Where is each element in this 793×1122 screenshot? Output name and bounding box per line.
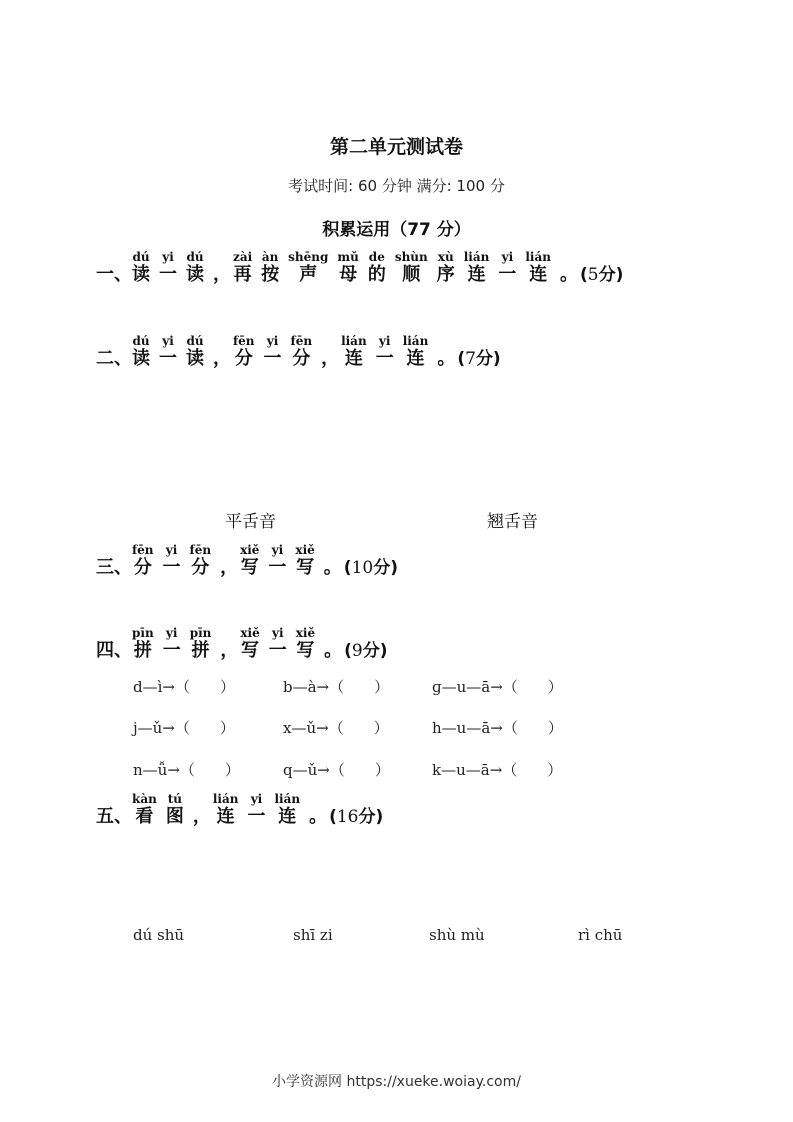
- category-retroflex: 翘舌音: [487, 512, 538, 532]
- hanzi: 按: [261, 264, 280, 285]
- pinyin: yi: [165, 626, 178, 640]
- hanzi: 一: [268, 557, 287, 578]
- pinyin-char: [159, 250, 177, 286]
- hanzi: 分: [234, 348, 253, 369]
- punctuation: 。: [324, 640, 343, 661]
- pinyin: dú: [186, 250, 204, 264]
- pinyin-char: [186, 250, 204, 286]
- page-title: 第二单元测试卷: [329, 136, 463, 158]
- pinyin-char: [296, 626, 315, 662]
- pinyin: lián: [274, 792, 301, 806]
- pinyin: kàn: [132, 792, 157, 806]
- pinyin-char: [437, 250, 455, 286]
- hanzi: 一: [498, 264, 517, 285]
- question-score: (5分): [580, 265, 624, 285]
- pinyin-char: [233, 334, 255, 370]
- question-score: (16分): [329, 807, 384, 827]
- pinyin-char: [376, 334, 394, 370]
- pinyin-char: [288, 250, 328, 286]
- hanzi: 分: [191, 557, 210, 578]
- question-score: (10分): [343, 558, 398, 578]
- pinyin-char: [403, 334, 429, 370]
- score-unit: 分: [373, 558, 391, 578]
- question-4: [96, 626, 387, 662]
- hanzi: 一: [162, 640, 181, 661]
- pinyin-char: [291, 334, 313, 370]
- pinyin-char: [525, 250, 551, 286]
- hanzi: 再: [233, 264, 252, 285]
- pinyin-char: [166, 792, 184, 828]
- hanzi: 连: [216, 806, 235, 827]
- pinyin-char: [132, 626, 154, 662]
- picture-word-label: rì chū: [578, 926, 623, 944]
- pinyin-char: [159, 334, 177, 370]
- pinyin-char: [132, 334, 150, 370]
- hanzi: 读: [132, 348, 150, 369]
- hanzi: 连: [406, 348, 425, 369]
- pinyin-char: [337, 250, 358, 286]
- pinyin-char: [190, 543, 212, 579]
- hanzi: 分: [292, 348, 311, 369]
- hanzi: 连: [467, 264, 486, 285]
- punctuation: ，: [321, 348, 340, 369]
- hanzi: 读: [186, 348, 204, 369]
- score-unit: 分: [358, 807, 376, 827]
- punctuation: 。: [560, 264, 578, 285]
- pinyin: xiě: [295, 543, 315, 557]
- hanzi: 母: [339, 264, 358, 285]
- pinyin: yi: [266, 334, 279, 348]
- question-score: (9分): [344, 641, 388, 661]
- pinyin: mǔ: [337, 250, 359, 264]
- score-unit: 分: [362, 641, 380, 661]
- pinyin-char: [132, 792, 157, 828]
- hanzi: 图: [165, 806, 184, 827]
- spelling-item: d—ì→（ ）: [133, 678, 235, 696]
- pinyin: shēng: [288, 250, 329, 264]
- pinyin: lián: [525, 250, 551, 264]
- hanzi: 声: [299, 264, 318, 285]
- hanzi: 写: [240, 557, 259, 578]
- hanzi: 拼: [133, 640, 152, 661]
- hanzi: 分: [133, 557, 152, 578]
- pinyin: lián: [212, 792, 239, 806]
- exam-info: 考试时间: 60 分钟 满分: 100 分: [288, 177, 505, 195]
- pinyin-char: [247, 792, 265, 828]
- question-5: [96, 792, 383, 828]
- punctuation: 。: [437, 348, 456, 369]
- pinyin-char: [274, 792, 300, 828]
- pinyin: xiě: [240, 543, 260, 557]
- pinyin: dú: [132, 250, 150, 264]
- spelling-item: ɡ—u—ā→（ ）: [432, 678, 563, 696]
- hanzi: 一: [375, 348, 394, 369]
- hanzi: 顺: [402, 264, 421, 285]
- pinyin-char: [213, 792, 239, 828]
- pinyin: àn: [261, 250, 279, 264]
- spelling-item: q—ǔ→（ ）: [283, 761, 390, 779]
- punctuation: 。: [323, 557, 342, 578]
- hanzi: 写: [296, 557, 315, 578]
- pinyin: lián: [341, 334, 367, 348]
- spelling-item: n—ǚ→（ ）: [133, 761, 240, 779]
- pinyin: de: [368, 250, 385, 264]
- punctuation: ，: [220, 640, 239, 661]
- pinyin: pīn: [132, 626, 154, 640]
- pinyin-char: [163, 626, 181, 662]
- hanzi: 一: [162, 557, 181, 578]
- pinyin: xù: [437, 250, 454, 264]
- hanzi: 写: [241, 640, 260, 661]
- pinyin-char: [268, 543, 286, 579]
- pinyin: yi: [378, 334, 391, 348]
- pinyin-char: [269, 626, 287, 662]
- punctuation: ，: [213, 264, 231, 285]
- pinyin: yi: [501, 250, 514, 264]
- spelling-item: x—ǔ→（ ）: [283, 719, 389, 737]
- pinyin: zài: [233, 250, 253, 264]
- pinyin-char: [368, 250, 386, 286]
- question-number: 五、: [96, 806, 132, 827]
- picture-word-label: shī zi: [293, 926, 333, 944]
- pinyin: yi: [271, 626, 284, 640]
- pinyin: fēn: [290, 334, 313, 348]
- pinyin: dú: [132, 334, 150, 348]
- hanzi: 拼: [191, 640, 210, 661]
- category-flat-tongue: 平舌音: [225, 512, 276, 532]
- pinyin: xiě: [240, 626, 260, 640]
- hanzi: 序: [436, 264, 455, 285]
- score-unit: 分: [598, 265, 616, 285]
- question-1: [96, 250, 623, 286]
- pinyin-char: [240, 626, 259, 662]
- hanzi: 写: [296, 640, 315, 661]
- pinyin: yi: [250, 792, 263, 806]
- pinyin: yi: [165, 543, 178, 557]
- hanzi: 连: [278, 806, 297, 827]
- question-number: 四、: [96, 640, 132, 661]
- score-number: 7: [465, 349, 476, 369]
- pinyin: yi: [271, 543, 284, 557]
- hanzi: 连: [529, 264, 548, 285]
- hanzi: 看: [135, 806, 154, 827]
- question-3: [96, 543, 398, 579]
- pinyin: lián: [463, 250, 490, 264]
- hanzi: 读: [186, 264, 204, 285]
- score-number: 16: [336, 807, 359, 827]
- question-number: 二、: [96, 348, 132, 369]
- question-number: 一、: [96, 264, 132, 285]
- pinyin: xiě: [295, 626, 316, 640]
- pinyin-char: [190, 626, 212, 662]
- hanzi: 一: [247, 806, 266, 827]
- hanzi: 一: [159, 264, 177, 285]
- pinyin: fēn: [189, 543, 212, 557]
- hanzi: 一: [263, 348, 282, 369]
- pinyin: yi: [162, 250, 174, 264]
- punctuation: 。: [309, 806, 328, 827]
- hanzi: 一: [268, 640, 287, 661]
- hanzi: 的: [367, 264, 386, 285]
- hanzi: 连: [344, 348, 363, 369]
- picture-word-label: shù mù: [429, 926, 485, 944]
- score-number: 10: [351, 558, 374, 578]
- pinyin: shùn: [394, 250, 428, 264]
- pinyin-char: [464, 250, 490, 286]
- section-title: 积累运用（77 分）: [322, 220, 471, 240]
- question-number: 三、: [96, 557, 132, 578]
- pinyin: tú: [167, 792, 182, 806]
- hanzi: 读: [132, 264, 150, 285]
- pinyin: fēn: [233, 334, 255, 348]
- pinyin: lián: [402, 334, 429, 348]
- spelling-item: k—u—ā→（ ）: [432, 761, 563, 779]
- pinyin: yi: [162, 334, 174, 348]
- pinyin-char: [295, 543, 314, 579]
- punctuation: ，: [192, 806, 211, 827]
- pinyin-char: [240, 543, 259, 579]
- pinyin: dú: [186, 334, 204, 348]
- pinyin-char: [186, 334, 204, 370]
- pinyin: pīn: [189, 626, 212, 640]
- pinyin-char: [132, 250, 150, 286]
- pinyin: fēn: [132, 543, 154, 557]
- score-number: 9: [351, 641, 363, 661]
- pinyin-char: [341, 334, 367, 370]
- pinyin-char: [264, 334, 282, 370]
- spelling-item: h—u—ā→（ ）: [432, 719, 563, 737]
- pinyin-char: [261, 250, 279, 286]
- score-unit: 分: [475, 349, 493, 369]
- score-number: 5: [587, 265, 599, 285]
- pinyin-char: [163, 543, 181, 579]
- hanzi: 一: [159, 348, 177, 369]
- question-score: (7分): [457, 349, 501, 369]
- spelling-item: b—à→（ ）: [283, 678, 390, 696]
- pinyin-char: [132, 543, 154, 579]
- punctuation: ，: [220, 557, 239, 578]
- footer-watermark: 小学资源网 https://xueke.woiay.com/: [272, 1074, 521, 1090]
- picture-word-label: dú shū: [133, 926, 185, 944]
- pinyin-char: [395, 250, 428, 286]
- punctuation: ，: [213, 348, 231, 369]
- spelling-item: j—ǔ→（ ）: [133, 719, 235, 737]
- pinyin-char: [498, 250, 516, 286]
- pinyin-char: [233, 250, 252, 286]
- question-2: [96, 334, 501, 370]
